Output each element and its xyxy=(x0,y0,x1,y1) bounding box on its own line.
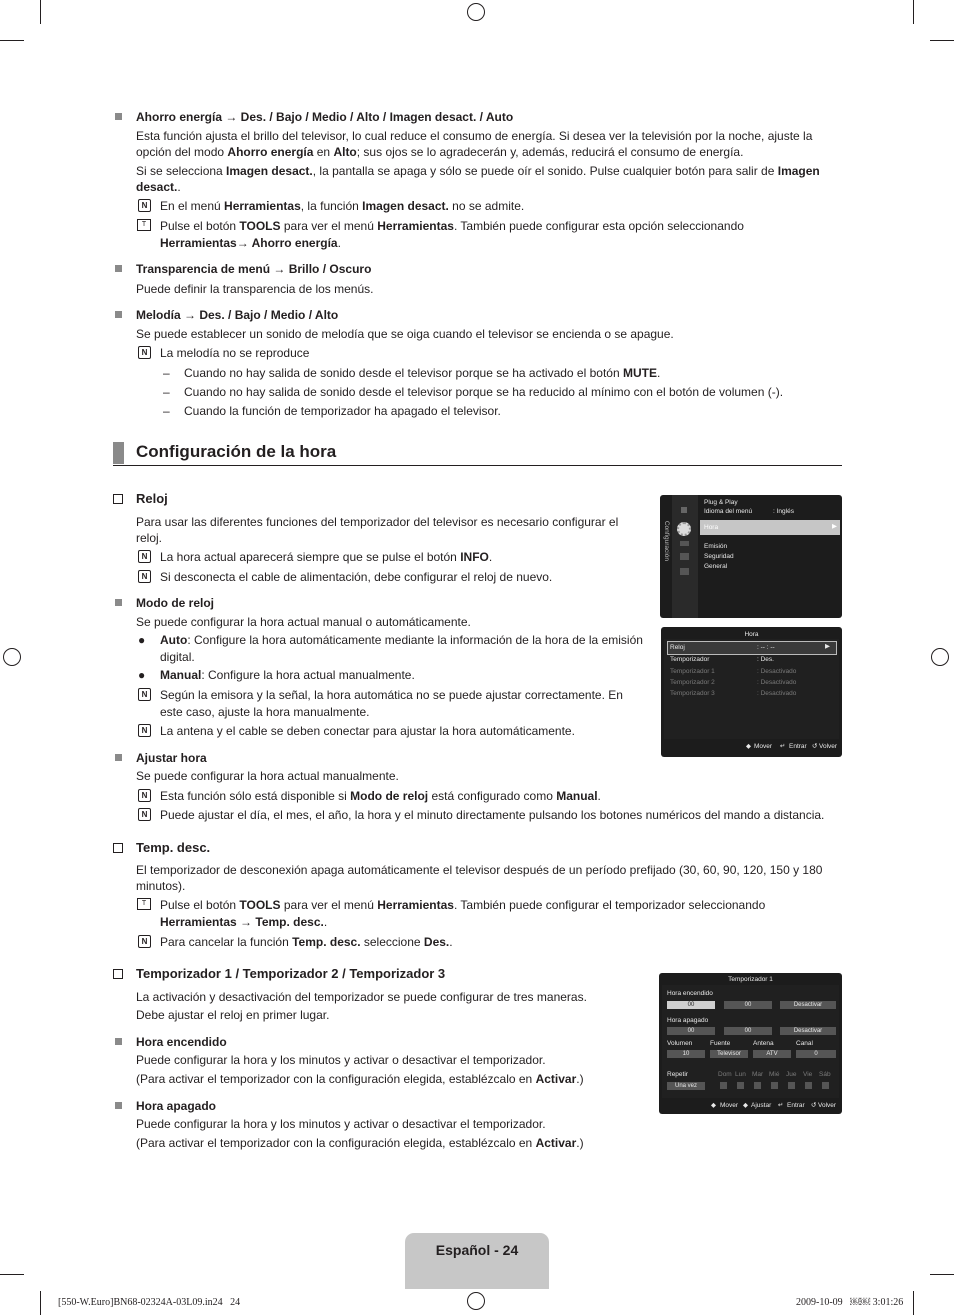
osd-on-label: Hora encendido xyxy=(667,990,713,997)
osd-footer-mover: Mover xyxy=(754,743,773,750)
reloj-note-2: Si desconecta el cable de alimentación, debe configurar el reloj de nuevo. xyxy=(160,570,553,584)
modo-auto-text-2: digital. xyxy=(160,650,195,664)
osd-selected-row[interactable] xyxy=(667,641,837,655)
osd-off-state[interactable]: Desactivar xyxy=(780,1027,836,1035)
ajustar-note-1: Esta función sólo está disponible si Modo de reloj está configurado como Manual. xyxy=(160,789,601,803)
osd-footer-entrar: Entrar xyxy=(787,1102,805,1109)
ahorro-heading: Ahorro energía → Des. / Bajo / Medio / Alto / Imagen desact. / Auto xyxy=(136,110,514,124)
ajustar-heading: Ajustar hora xyxy=(136,751,207,765)
hora-apagado-text-2: (Para activar el temporizador con la configuración elegida, establézcalo en Activar.) xyxy=(136,1136,584,1150)
osd-item-seguridad[interactable]: Seguridad xyxy=(704,553,734,560)
osd-footer-ajustar: Ajustar xyxy=(751,1102,772,1109)
osd-day-checkbox[interactable] xyxy=(805,1082,812,1089)
osd-day-mie: Mié xyxy=(769,1071,780,1078)
section-marker xyxy=(113,442,124,464)
osd-day-checkbox[interactable] xyxy=(771,1082,778,1089)
osd-day-checkbox[interactable] xyxy=(720,1082,727,1089)
crop-mark xyxy=(913,1291,914,1315)
temp-desc-note: Para cancelar la función Temp. desc. seleccione Des.. xyxy=(160,935,453,949)
osd-repeat-value[interactable]: Una vez xyxy=(667,1082,705,1090)
square-bullet-icon xyxy=(115,599,122,606)
osd-item-plug-play[interactable]: Plug & Play xyxy=(704,499,738,506)
square-bullet-icon xyxy=(115,1102,122,1109)
crop-mark xyxy=(40,0,41,24)
osd-fuente-value[interactable]: Televisor xyxy=(710,1050,748,1058)
checkbox-bullet-icon xyxy=(113,969,123,979)
osd-row-temp3-label[interactable]: Temporizador 3 xyxy=(670,690,715,697)
osd-support-icon xyxy=(680,568,689,575)
ahorro-note: En el menú Herramientas, la función Imagen desact. no se admite. xyxy=(160,199,525,213)
temporizadores-text-2: Debe ajustar el reloj en primer lugar. xyxy=(136,1008,330,1022)
osd-item-emision[interactable]: Emisión xyxy=(704,543,728,550)
melodia-text: Se puede establecer un sonido de melodía que se oiga cuando el televisor se encienda o se apague. xyxy=(136,327,674,341)
registration-mark-icon xyxy=(3,648,21,666)
note-icon: N xyxy=(138,570,151,583)
section-title: Configuración de la hora xyxy=(136,442,337,461)
ahorro-text-3: Si se selecciona Imagen desact., la pantalla se apaga y sólo se puede oír el sonido. Pulse cualquier botón para salir de Imagen xyxy=(136,164,820,178)
reloj-text: Para usar las diferentes funciones del temporizador del televisor es necesario configurar el reloj. xyxy=(136,515,619,546)
crop-mark xyxy=(40,1291,41,1315)
leftright-icon: ◆ xyxy=(711,1102,716,1109)
checkbox-bullet-icon xyxy=(113,843,123,853)
modo-note-1: Según la emisora y la señal, la hora automática no se puede ajustar correctamente. En xyxy=(160,688,623,702)
osd-off-minute[interactable]: 00 xyxy=(724,1027,772,1035)
crop-mark xyxy=(0,1274,24,1275)
tools-icon: T xyxy=(137,219,151,231)
melodia-note: La melodía no se reproduce xyxy=(160,346,310,360)
ahorro-tools-2: Herramientas→ Ahorro energía. xyxy=(160,236,341,250)
temp-desc-tools-1: Pulse el botón TOOLS para ver el menú Herramientas. También puede configurar el temporizador seleccionando xyxy=(160,898,766,912)
osd-timer-menu xyxy=(659,973,842,1114)
temp-desc-heading: Temp. desc. xyxy=(136,840,211,855)
temporizadores-text-1: La activación y desactivación del temporizador se puede configurar de tres maneras. xyxy=(136,990,587,1004)
ahorro-text-4: desact.. xyxy=(136,180,181,194)
osd-footer-entrar: Entrar xyxy=(789,743,807,750)
checkbox-bullet-icon xyxy=(113,494,123,504)
osd-row-reloj-value: : -- : -- xyxy=(757,644,775,651)
gear-icon xyxy=(677,522,691,536)
osd-app-icon xyxy=(680,553,689,560)
note-icon: N xyxy=(138,789,151,802)
dash-item: – xyxy=(163,366,170,380)
osd-row-temp1-value: : Desactivado xyxy=(757,668,797,675)
date-info: 2009-10-09 ￼￼ 3:01:26 xyxy=(796,1297,904,1308)
temp-desc-text-2: minutos). xyxy=(136,879,186,893)
melodia-dash-1: Cuando no hay salida de sonido desde el televisor porque se ha activado el botón MUTE. xyxy=(184,366,661,380)
square-bullet-icon xyxy=(115,1038,122,1045)
registration-mark-icon xyxy=(467,1292,485,1310)
registration-mark-icon xyxy=(467,3,485,21)
chevron-right-icon: ▶ xyxy=(832,523,837,530)
osd-row-temp2-label[interactable]: Temporizador 2 xyxy=(670,679,715,686)
osd-on-hour[interactable]: 00 xyxy=(667,1001,715,1009)
file-info: [550-W.Euro]BN68-02324A-03L09.in24 24 xyxy=(58,1297,241,1308)
ajustar-text: Se puede configurar la hora actual manualmente. xyxy=(136,769,399,783)
osd-footer-mover: Mover xyxy=(720,1102,739,1109)
osd-on-minute[interactable]: 00 xyxy=(724,1001,772,1009)
osd-row-temporizador-value: : Des. xyxy=(757,656,774,663)
updown-icon: ◆ xyxy=(743,1102,748,1109)
osd-picture-icon xyxy=(681,507,687,513)
osd-idioma-value: : Inglés xyxy=(773,508,794,515)
return-icon: ↺ xyxy=(811,1102,817,1109)
osd-day-dom: Dom xyxy=(718,1071,732,1078)
osd-row-temp3-value: : Desactivado xyxy=(757,690,797,697)
dash-item: – xyxy=(163,404,170,418)
crop-mark xyxy=(930,1274,954,1275)
osd-setup-menu xyxy=(660,495,842,618)
osd-canal-value[interactable]: 0 xyxy=(796,1050,836,1058)
modo-note-2: La antena y el cable se deben conectar para ajustar la hora automáticamente. xyxy=(160,724,575,738)
osd-volumen-value[interactable]: 10 xyxy=(667,1050,705,1058)
osd-hora-title: Hora xyxy=(744,631,759,638)
registration-mark-icon xyxy=(931,648,949,666)
melodia-heading: Melodía → Des. / Bajo / Medio / Alto xyxy=(136,308,339,322)
reloj-note-1: La hora actual aparecerá siempre que se pulse el botón INFO. xyxy=(160,550,493,564)
ahorro-text-2: opción del modo Ahorro energía en Alto; sus ojos se lo agradecerán y, además, reducirá el consumo de energía. xyxy=(136,145,744,159)
ahorro-text-1: Esta función ajusta el brillo del televisor, lo cual reduce el consumo de energía. Si desea ver la televisión por la noche, ajuste la xyxy=(136,129,813,143)
osd-day-checkbox[interactable] xyxy=(737,1082,744,1089)
osd-selected-row[interactable] xyxy=(700,520,840,535)
osd-col-antena: Antena xyxy=(753,1040,774,1047)
hora-apagado-heading: Hora apagado xyxy=(136,1099,217,1113)
temp-desc-text: El temporizador de desconexión apaga automáticamente el televisor después de un período prefijado (30, 60, 90, 120, 150 y 180 xyxy=(136,863,823,877)
note-icon: N xyxy=(138,935,151,948)
osd-row-temp2-value: : Desactivado xyxy=(757,679,797,686)
bullet-dot: ● xyxy=(138,668,146,682)
osd-side-label: Configuración xyxy=(662,520,670,561)
osd-item-general[interactable]: General xyxy=(704,563,728,570)
osd-row-temp1-label[interactable]: Temporizador 1 xyxy=(670,668,715,675)
osd-row-temporizador-label[interactable]: Temporizador xyxy=(670,656,710,663)
dash-item: – xyxy=(163,385,170,399)
modo-manual-text: Manual: Configure la hora actual manualmente. xyxy=(160,668,415,682)
osd-repeat-label: Repetir xyxy=(667,1071,688,1078)
note-icon: N xyxy=(138,550,151,563)
temp-desc-tools-2: Herramientas → Temp. desc.. xyxy=(160,915,328,929)
osd-col-volumen: Volumen xyxy=(667,1040,693,1047)
square-bullet-icon xyxy=(115,265,122,272)
osd-item-hora[interactable]: Hora xyxy=(704,524,719,531)
osd-item-idioma[interactable]: Idioma del menú xyxy=(704,508,753,515)
ajustar-note-2: Puede ajustar el día, el mes, el año, la hora y el minuto directamente pulsando los botones numéricos del mando a distancia. xyxy=(160,808,825,822)
osd-off-label: Hora apagado xyxy=(667,1017,709,1024)
enter-icon: ↵ xyxy=(780,743,786,750)
osd-col-canal: Canal xyxy=(796,1040,813,1047)
tools-icon: T xyxy=(137,898,151,910)
melodia-dash-2: Cuando no hay salida de sonido desde el televisor porque se ha reducido al mínimo con el botón de volumen (-). xyxy=(184,385,784,399)
osd-on-state[interactable]: Desactivar xyxy=(780,1001,836,1009)
crop-mark xyxy=(913,0,914,24)
osd-timer-title: Temporizador 1 xyxy=(728,976,773,983)
bullet-dot: ● xyxy=(138,633,146,647)
hora-encendido-text-2: (Para activar el temporizador con la configuración elegida, establézcalo en Activar.) xyxy=(136,1072,584,1086)
osd-day-mar: Mar xyxy=(752,1071,764,1078)
return-icon: ↺ xyxy=(812,743,818,750)
osd-antena-value[interactable]: ATV xyxy=(753,1050,791,1058)
osd-day-checkbox[interactable] xyxy=(788,1082,795,1089)
osd-day-lun: Lun xyxy=(735,1071,746,1078)
hora-encendido-heading: Hora encendido xyxy=(136,1035,227,1049)
osd-footer-volver: Volver xyxy=(819,743,838,750)
ahorro-tools-1: Pulse el botón TOOLS para ver el menú Herramientas. También puede configurar esta opción seleccionando xyxy=(160,219,744,233)
modo-reloj-heading: Modo de reloj xyxy=(136,596,214,610)
crop-mark xyxy=(0,40,24,41)
osd-col-fuente: Fuente xyxy=(710,1040,731,1047)
enter-icon: ↵ xyxy=(778,1102,784,1109)
square-bullet-icon xyxy=(115,311,122,318)
note-icon: N xyxy=(138,724,151,737)
reloj-heading: Reloj xyxy=(136,491,168,506)
osd-footer-volver: Volver xyxy=(818,1102,837,1109)
transparencia-text: Puede definir la transparencia de los menús. xyxy=(136,282,374,296)
osd-day-checkbox[interactable] xyxy=(822,1082,829,1089)
melodia-dash-3: Cuando la función de temporizador ha apagado el televisor. xyxy=(184,404,501,418)
osd-input-icon xyxy=(680,541,689,546)
updown-icon: ◆ xyxy=(746,743,751,750)
osd-hora-menu xyxy=(661,627,842,757)
osd-row-reloj-label[interactable]: Reloj xyxy=(670,644,685,651)
note-icon: N xyxy=(138,346,151,359)
page-number: Español - 24 xyxy=(435,1242,519,1258)
modo-note-1b: este caso, ajuste la hora manualmente. xyxy=(160,705,370,719)
osd-day-jue: Jue xyxy=(786,1071,797,1078)
modo-reloj-text: Se puede configurar la hora actual manual o automáticamente. xyxy=(136,615,471,629)
osd-off-hour[interactable]: 00 xyxy=(667,1027,715,1035)
note-icon: N xyxy=(138,688,151,701)
modo-auto-text: Auto: Configure la hora automáticamente mediante la información de la hora de la emisión xyxy=(160,633,643,647)
transparencia-heading: Transparencia de menú → Brillo / Oscuro xyxy=(136,262,372,276)
osd-day-sab: Sáb xyxy=(819,1071,831,1078)
section-rule xyxy=(113,465,842,466)
osd-day-checkbox[interactable] xyxy=(754,1082,761,1089)
square-bullet-icon xyxy=(115,754,122,761)
note-icon: N xyxy=(138,808,151,821)
square-bullet-icon xyxy=(115,113,122,120)
chevron-right-icon: ▶ xyxy=(825,643,830,650)
hora-encendido-text: Puede configurar la hora y los minutos y activar o desactivar el temporizador. xyxy=(136,1053,546,1067)
hora-apagado-text: Puede configurar la hora y los minutos y activar o desactivar el temporizador. xyxy=(136,1117,546,1131)
temporizadores-heading: Temporizador 1 / Temporizador 2 / Temporizador 3 xyxy=(136,966,446,981)
crop-mark xyxy=(930,40,954,41)
osd-day-vie: Vie xyxy=(803,1071,813,1078)
note-icon: N xyxy=(138,199,151,212)
